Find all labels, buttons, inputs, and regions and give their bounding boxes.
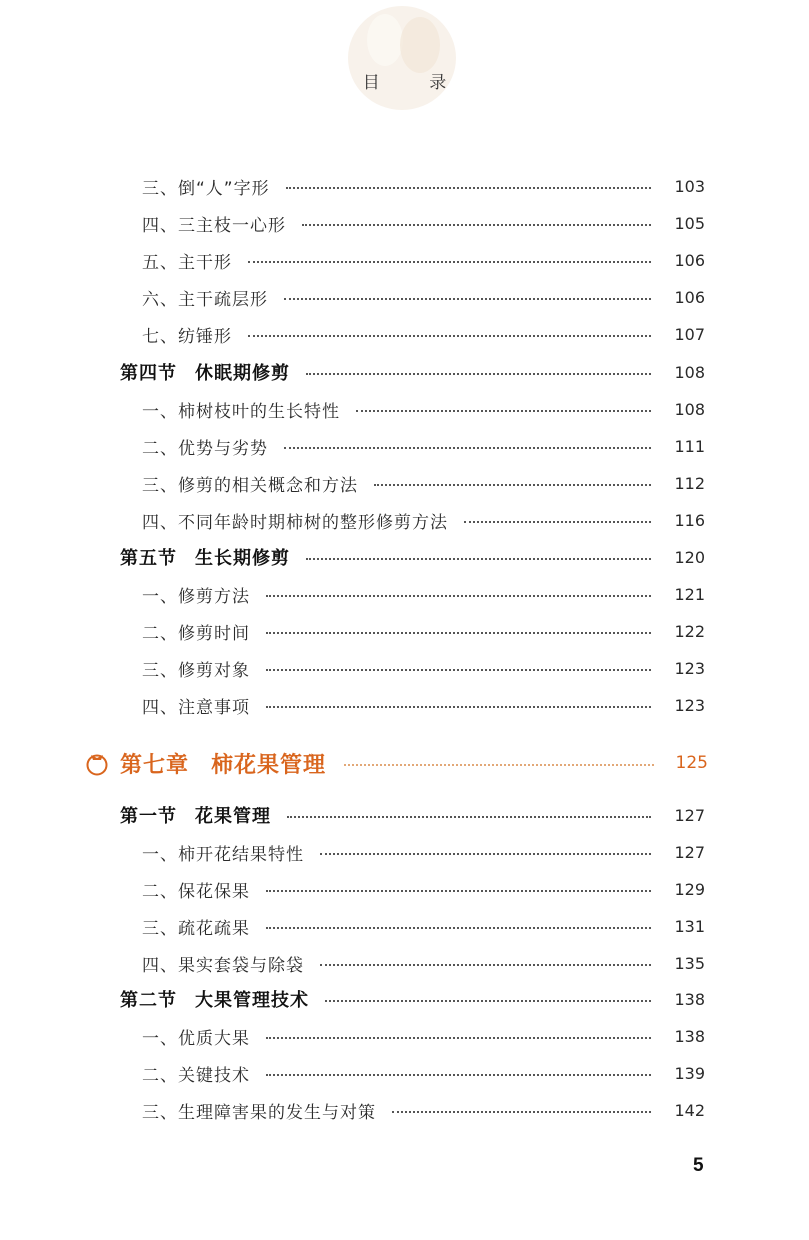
dot-leader [344, 764, 654, 766]
item-label: 一、修剪方法 [142, 586, 250, 607]
item-label: 六、主干疏层形 [142, 289, 268, 310]
toc-item-row[interactable] [142, 171, 705, 201]
dot-leader [325, 1000, 651, 1002]
toc-item-row[interactable] [142, 1021, 705, 1051]
item-label: 一、优质大果 [142, 1028, 250, 1049]
item-label: 四、果实套袋与除袋 [142, 955, 304, 976]
dot-leader [266, 1037, 651, 1039]
item-label: 三、修剪对象 [142, 660, 250, 681]
section-title: 休眠期修剪 [195, 363, 290, 384]
item-label: 三、疏花疏果 [142, 918, 250, 939]
persimmon-icon [84, 750, 110, 776]
page-ref: 125 [675, 753, 708, 773]
toc-item-row[interactable] [142, 874, 705, 904]
page-ref: 127 [674, 805, 705, 825]
dot-leader [302, 224, 651, 226]
dot-leader [266, 927, 651, 929]
dot-leader [266, 632, 651, 634]
dot-leader [266, 669, 651, 671]
page-title: 目 录 [362, 73, 469, 93]
toc-item-row[interactable] [142, 1058, 705, 1088]
toc-section-row[interactable] [120, 800, 705, 830]
item-label: 三、倒“人”字形 [142, 178, 270, 199]
dot-leader [266, 890, 651, 892]
toc-item-row[interactable] [142, 319, 705, 349]
dot-leader [320, 964, 651, 966]
dot-leader [392, 1111, 651, 1113]
item-label: 七、纺锤形 [142, 326, 232, 347]
page-ref: 111 [674, 436, 705, 456]
toc-item-row[interactable] [142, 653, 705, 683]
page-ref: 131 [674, 916, 705, 936]
page-ref: 123 [674, 695, 705, 715]
item-label: 四、注意事项 [142, 697, 250, 718]
section-label [120, 986, 309, 1012]
page-ref: 139 [674, 1063, 705, 1083]
page-ref: 107 [674, 324, 705, 344]
toc-section-row[interactable] [120, 357, 705, 387]
page-ref: 135 [674, 953, 705, 973]
item-label: 三、修剪的相关概念和方法 [142, 475, 358, 496]
page-number: 5 [693, 1155, 704, 1176]
dot-leader [306, 558, 651, 560]
toc-item-row[interactable] [142, 394, 705, 424]
toc-item-row[interactable] [142, 245, 705, 275]
item-label: 五、主干形 [142, 252, 232, 273]
item-label: 一、柿树枝叶的生长特性 [142, 401, 340, 422]
section-title: 生长期修剪 [195, 548, 290, 569]
dot-leader [306, 373, 651, 375]
dot-leader [286, 187, 651, 189]
item-label: 二、修剪时间 [142, 623, 250, 644]
dot-leader [266, 595, 651, 597]
toc-item-row[interactable] [142, 468, 705, 498]
item-label: 三、生理障害果的发生与对策 [142, 1102, 376, 1123]
section-label [120, 802, 271, 828]
dot-leader [284, 298, 651, 300]
dot-leader [284, 447, 651, 449]
item-label: 四、三主枝一心形 [142, 215, 286, 236]
page-ref: 123 [674, 658, 705, 678]
toc-item-row[interactable] [142, 690, 705, 720]
dot-leader [248, 335, 651, 337]
page-ref: 122 [674, 621, 705, 641]
item-label: 二、保花保果 [142, 881, 250, 902]
page-ref: 127 [674, 842, 705, 862]
section-label [120, 359, 290, 385]
section-number: 第二节 [120, 990, 177, 1011]
section-label [120, 544, 290, 570]
toc-section-row[interactable] [120, 984, 705, 1014]
page-ref: 121 [674, 584, 705, 604]
page-ref: 106 [674, 287, 705, 307]
chapter-heading-row[interactable] [84, 745, 708, 781]
page-ref: 103 [674, 176, 705, 196]
toc-item-row[interactable] [142, 948, 705, 978]
page-ref: 138 [674, 989, 705, 1009]
toc-item-row[interactable] [142, 616, 705, 646]
toc-item-row[interactable] [142, 579, 705, 609]
toc-item-row[interactable] [142, 431, 705, 461]
toc-item-row[interactable] [142, 1095, 705, 1125]
section-number: 第一节 [120, 806, 177, 827]
dot-leader [287, 816, 651, 818]
item-label: 二、优势与劣势 [142, 438, 268, 459]
page-ref: 138 [674, 1026, 705, 1046]
chapter-number: 第七章 [120, 752, 190, 778]
chapter-title: 柿花果管理 [211, 752, 327, 778]
page-ref: 120 [674, 547, 705, 567]
toc-item-row[interactable] [142, 282, 705, 312]
section-title: 大果管理技术 [195, 990, 309, 1011]
toc-item-row[interactable] [142, 208, 705, 238]
dot-leader [356, 410, 651, 412]
page-ref: 116 [674, 510, 705, 530]
item-label: 四、不同年龄时期柿树的整形修剪方法 [142, 512, 448, 533]
section-number: 第五节 [120, 548, 177, 569]
page-ref: 106 [674, 250, 705, 270]
toc-section-row[interactable] [120, 542, 705, 572]
dot-leader [266, 1074, 651, 1076]
dot-leader [320, 853, 651, 855]
dot-leader [248, 261, 651, 263]
page-ref: 112 [674, 473, 705, 493]
item-label: 二、关键技术 [142, 1065, 250, 1086]
chapter-label [120, 748, 326, 779]
dot-leader [374, 484, 651, 486]
dot-leader [266, 706, 651, 708]
page-ref: 108 [674, 399, 705, 419]
item-label: 一、柿开花结果特性 [142, 844, 304, 865]
toc-item-row[interactable] [142, 911, 705, 941]
page-ref: 105 [674, 213, 705, 233]
page-ref: 129 [674, 879, 705, 899]
page-ref: 142 [674, 1100, 705, 1120]
dot-leader [464, 521, 651, 523]
section-title: 花果管理 [195, 806, 271, 827]
toc-item-row[interactable] [142, 837, 705, 867]
section-number: 第四节 [120, 363, 177, 384]
page-ref: 108 [674, 362, 705, 382]
toc-item-row[interactable] [142, 505, 705, 535]
